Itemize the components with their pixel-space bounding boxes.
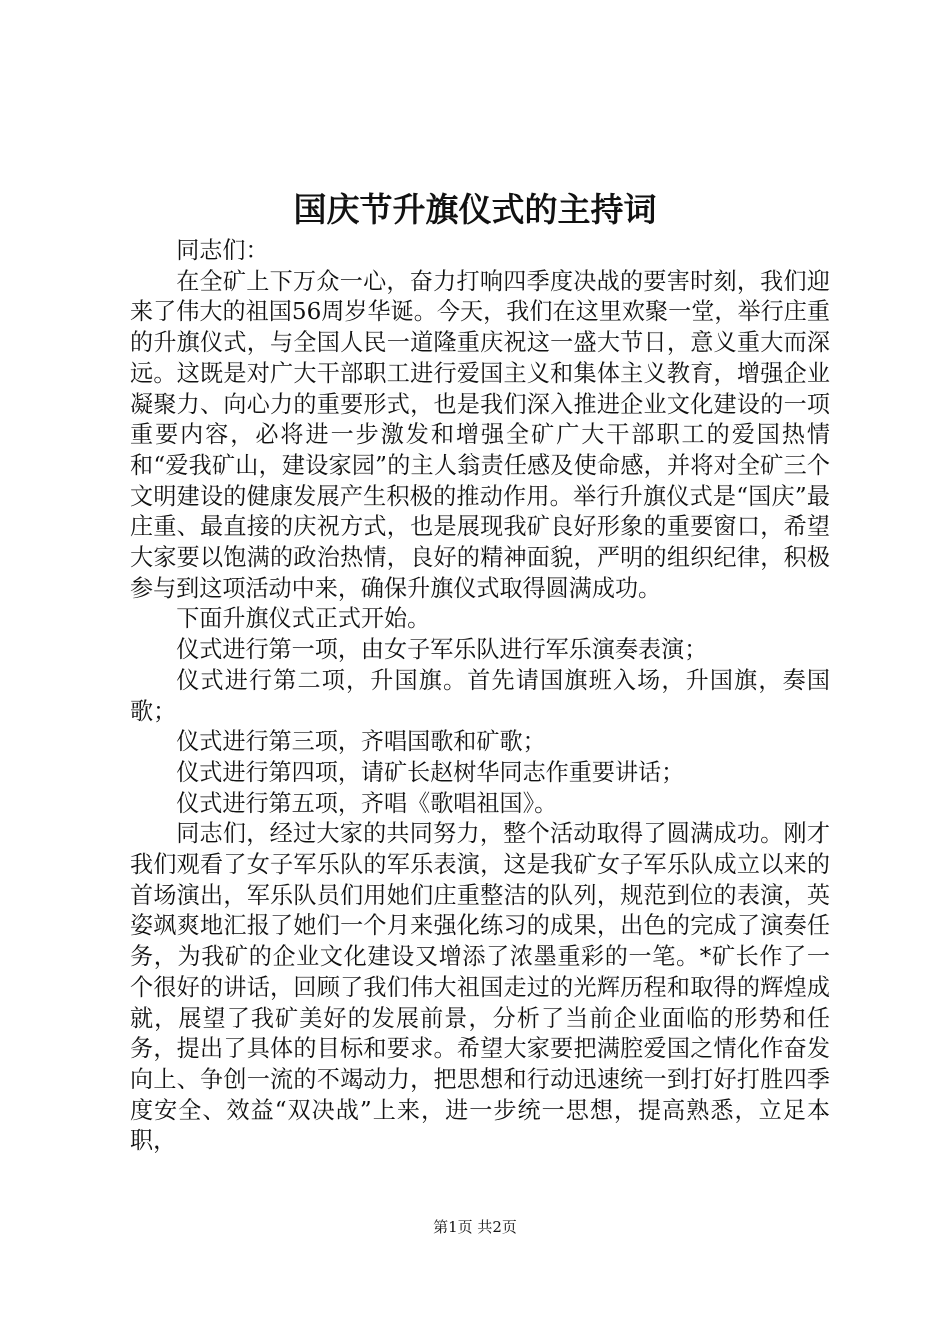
paragraph-item-1: 仪式进行第一项，由女子军乐队进行军乐演奏表演； [176, 637, 708, 664]
document-body [130, 236, 830, 1157]
paragraph-item-4: 仪式进行第四项，请矿长赵树华同志作重要讲话； [176, 759, 685, 786]
page-footer: 第1页 共2页 [433, 1218, 517, 1236]
paragraph-opening: 在全矿上下万众一心，奋力打响四季度决战的要害时刻，我们迎来了伟大的祖国56周岁华诞。今天，我们在这里欢聚一堂，举行庄重的升旗仪式，与全国人民一道隆重庆祝这一盛大节日，意义重大而深远。这既是对广大干部职工进行爱国主义和集体主义教育，增强企业凝聚力、向心力的重要形式，也是我们深入推进企业文化建设的一项重要内容，必将进一步激发和增强全矿广大干部职工的爱国热情和“爱我矿山，建设家园”的主人翁责任感及使命感，并将对全矿三个文明建设的健康发展产生积极的推动作用。举行升旗仪式是“国庆”最庄重、最直接的庆祝方式，也是展现我矿良好形象的重要窗口，希望大家要以饱满的政治热情，良好的精神面貌，严明的组织纪律，积极参与到这项活动中来，确保升旗仪式取得圆满成功。 [130, 268, 830, 602]
paragraph-item-5: 仪式进行第五项，齐唱《歌唱祖国》。 [176, 790, 558, 817]
paragraph-closing: 同志们，经过大家的共同努力，整个活动取得了圆满成功。刚才我们观看了女子军乐队的军乐表演，这是我矿女子军乐队成立以来的首场演出，军乐队员们用她们庄重整洁的队列，规范到位的表演，英姿飒爽地汇报了她们一个月来强化练习的成果，出色的完成了演奏任务，为我矿的企业文化建设又增添了浓墨重彩的一笔。*矿长作了一个很好的讲话，回顾了我们伟大祖国走过的光辉历程和取得的辉煌成就，展望了我矿美好的发展前景，分析了当前企业面临的形势和任务，提出了具体的目标和要求。希望大家要把满腔爱国之情化作奋发向上、争创一流的不竭动力，把思想和行动迅速统一到打好打胜四季度安全、效益“双决战”上来，进一步统一思想，提高熟悉，立足本职， [130, 821, 830, 1155]
paragraph-salutation: 同志们： [176, 238, 269, 264]
paragraph-start: 下面升旗仪式正式开始。 [176, 606, 431, 633]
paragraph-item-3: 仪式进行第三项，齐唱国歌和矿歌； [176, 729, 546, 756]
paragraph-item-2: 仪式进行第二项，升国旗。首先请国旗班入场，升国旗，奏国歌； [130, 667, 830, 725]
document-title: 国庆节升旗仪式的主持词 [293, 190, 657, 229]
